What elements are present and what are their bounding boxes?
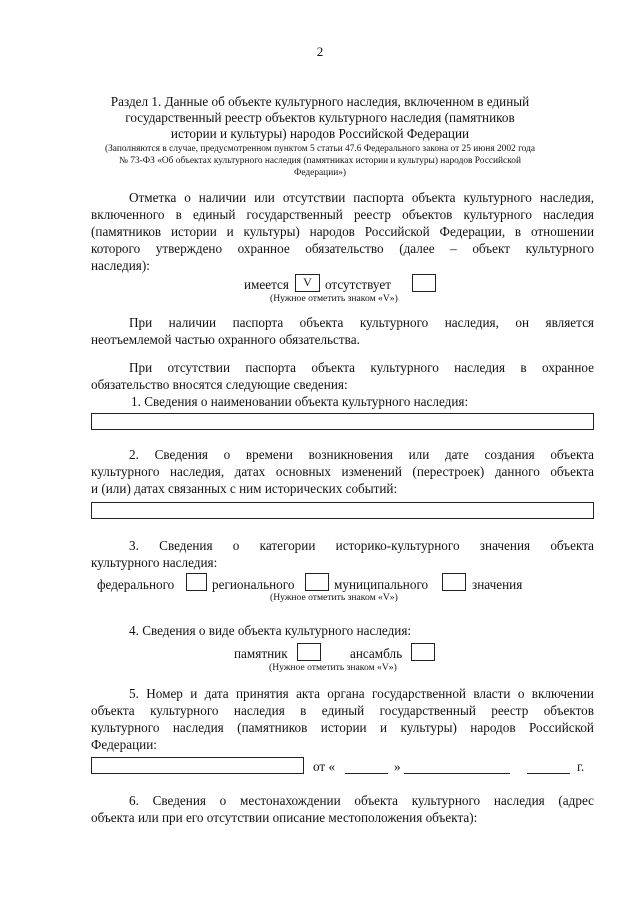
item2-date-field[interactable] <box>91 502 594 519</box>
act-date-from-label: от « <box>313 759 336 774</box>
paragraph-line: 3. Сведения о категории историко-культурного значения объекта <box>129 538 594 553</box>
paragraph-line: Федерации: <box>91 737 157 752</box>
absent-passport-checkbox[interactable] <box>412 274 436 292</box>
category-hint: (Нужное отметить знаком «V») <box>270 592 398 603</box>
paragraph-line: включенного в единый государственный реестр объектов культурного наследия <box>91 207 594 222</box>
section-title-line: государственный реестр объектов культурного наследия (памятников <box>125 110 515 125</box>
type-hint: (Нужное отметить знаком «V») <box>269 662 397 673</box>
paragraph-line: 5. Номер и дата принятия акта органа государственной власти о включении <box>129 686 594 701</box>
paragraph-line: культурного наследия, датах основных изменений (перестроек) данного объекта <box>91 464 594 479</box>
type-monument-checkbox[interactable] <box>297 643 321 661</box>
item4-paragraph <box>91 622 594 639</box>
section-title-line: истории и культуры) народов Российской Федерации <box>170 126 470 141</box>
section-note-line: № 73-ФЗ «Об объектах культурного наследия (памятниках истории и культуры) народов Российской <box>118 156 522 166</box>
page-number: 2 <box>316 44 324 59</box>
absent-intro <box>91 359 594 410</box>
act-month-field[interactable] <box>404 773 510 774</box>
paragraph-line: которого утверждено охранное обязательство (далее – объект культурного <box>91 241 594 256</box>
item5-paragraph <box>91 685 594 753</box>
has-passport-label: имеется <box>244 277 289 292</box>
section-note <box>0 143 640 179</box>
paragraph-line: объекта культурного наследия в единый государственный реестр объектов <box>91 703 594 718</box>
paragraph-line: Отметка о наличии или отсутствии паспорта объекта культурного наследия, <box>129 190 594 205</box>
section-title-line: Раздел 1. Данные об объекте культурного наследия, включенном в единый <box>110 94 530 109</box>
item3-paragraph <box>91 537 594 571</box>
paragraph-line: (памятников истории и культуры) народов Российской Федерации, в отношении <box>91 224 594 239</box>
category-significance-label: значения <box>472 577 523 592</box>
has-passport-checkbox[interactable]: V <box>295 274 320 292</box>
paragraph-line: При наличии паспорта объекта культурного наследия, он является <box>129 315 594 330</box>
paragraph-line: объекта или при его отсутствии описание местоположения объекта): <box>91 810 478 825</box>
category-regional-label: регионального <box>212 577 295 592</box>
type-ensemble-label: ансамбль <box>350 646 403 661</box>
category-regional-checkbox[interactable] <box>305 573 329 591</box>
absent-passport-label: отсутствует <box>325 277 391 292</box>
section-note-line: Федерации») <box>293 168 347 178</box>
item2-paragraph <box>91 446 594 497</box>
passport-hint: (Нужное отметить знаком «V») <box>270 293 398 304</box>
paragraph-line: культурного наследия: <box>91 555 218 570</box>
paragraph-line: 6. Сведения о местонахождении объекта культурного наследия (адрес <box>129 793 594 808</box>
category-municipal-label: муниципального <box>334 577 429 592</box>
act-year-suffix: г. <box>577 759 585 774</box>
paragraph-line: и (или) датах связанных с ним исторических событий: <box>91 481 398 496</box>
paragraph-line: наследия): <box>91 258 150 273</box>
act-year-field[interactable] <box>527 773 570 774</box>
type-monument-label: памятник <box>234 646 288 661</box>
act-quote-close: » <box>394 759 401 774</box>
passport-paragraph <box>91 189 594 274</box>
act-day-field[interactable] <box>345 773 388 774</box>
type-ensemble-checkbox[interactable] <box>411 643 435 661</box>
paragraph-line: 2. Сведения о времени возникновения или дате создания объекта <box>129 447 594 462</box>
item1-name-field[interactable] <box>91 413 594 430</box>
category-municipal-checkbox[interactable] <box>442 573 466 591</box>
item4-label: 4. Сведения о виде объекта культурного наследия: <box>129 623 412 638</box>
paragraph-line: обязательство вносятся следующие сведения: <box>91 377 348 392</box>
category-federal-checkbox[interactable] <box>186 573 207 591</box>
section-title <box>0 94 640 142</box>
act-number-field[interactable] <box>91 757 304 774</box>
item1-label: 1. Сведения о наименовании объекта культурного наследия: <box>131 394 469 409</box>
paragraph-line: неотъемлемой частью охранного обязательства. <box>91 332 360 347</box>
item6-paragraph <box>91 792 594 826</box>
paragraph-line: При отсутствии паспорта объекта культурного наследия в охранное <box>129 360 594 375</box>
category-federal-label: федерального <box>97 577 175 592</box>
paragraph-line: культурного наследия (памятников истории и культуры) народов Российской <box>91 720 594 735</box>
section-note-line: (Заполняются в случае, предусмотренном пунктом 5 статьи 47.6 Федерального закона от 25 июня 2002 года <box>104 144 536 154</box>
passport-note <box>91 314 594 348</box>
